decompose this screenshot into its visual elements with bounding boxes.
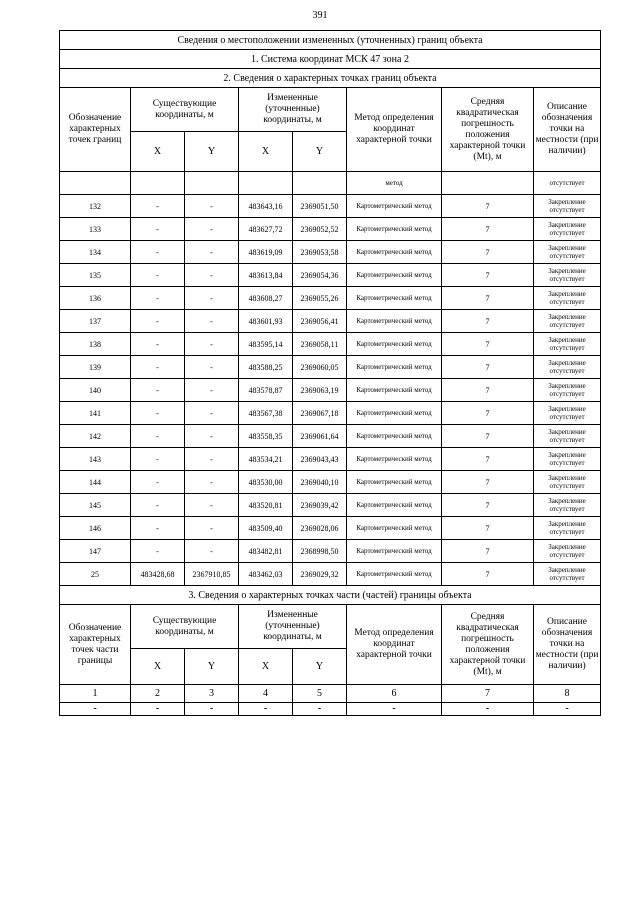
- column-number: 3: [185, 685, 239, 703]
- cell-description: Закрепление отсутствует: [534, 425, 601, 448]
- table-row: [60, 494, 601, 517]
- table-row: [60, 195, 601, 218]
- header-point-designation: Обозначение характерных точек границ: [60, 88, 131, 172]
- part-header-changed-x: X: [239, 649, 293, 685]
- cell-method: Картометрический метод: [347, 563, 442, 586]
- cell-accuracy: 7: [442, 218, 534, 241]
- cell-changed-y: 2369055,26: [293, 287, 347, 310]
- page-number: 391: [312, 10, 328, 21]
- cell-accuracy: 7: [442, 195, 534, 218]
- cell-method: Картометрический метод: [347, 310, 442, 333]
- cell-changed-x: 483520,81: [239, 494, 293, 517]
- cell-method: Картометрический метод: [347, 402, 442, 425]
- cell-method: Картометрический метод: [347, 517, 442, 540]
- part-header-point-designation: Обозначение характерных точек части границы: [60, 605, 131, 685]
- part-header-existing-y: Y: [185, 649, 239, 685]
- cell-method: Картометрический метод: [347, 195, 442, 218]
- continuation-row: [60, 172, 601, 195]
- cell-changed-y: 2369058,11: [293, 333, 347, 356]
- column-number: 1: [60, 685, 131, 703]
- cell-existing-y: -: [185, 471, 239, 494]
- cell-existing-y: -: [185, 540, 239, 563]
- part-header-changed-coordinates: Измененные (уточненные) координаты, м: [239, 605, 347, 649]
- cell-point-id: 140: [60, 379, 131, 402]
- cell-description: Закрепление отсутствует: [534, 356, 601, 379]
- cell-existing-x: 483428,68: [131, 563, 185, 586]
- cell-existing-y: -: [185, 287, 239, 310]
- cell-description: Закрепление отсутствует: [534, 540, 601, 563]
- column-number: 2: [131, 685, 185, 703]
- cell-existing-y: -: [185, 448, 239, 471]
- header-existing-y: Y: [185, 132, 239, 172]
- cell-changed-x: 483643,16: [239, 195, 293, 218]
- cell-accuracy: 7: [442, 448, 534, 471]
- table-row: [60, 425, 601, 448]
- cell-accuracy: 7: [442, 241, 534, 264]
- part-cell: -: [347, 703, 442, 716]
- cell-changed-y: 2369052,52: [293, 218, 347, 241]
- cell-existing-x: -: [131, 195, 185, 218]
- cell-changed-x: 483613,84: [239, 264, 293, 287]
- cell-existing-y: -: [185, 356, 239, 379]
- cell-existing-y: -: [185, 310, 239, 333]
- cell-changed-x: 483588,25: [239, 356, 293, 379]
- cell-changed-y: 2369040,10: [293, 471, 347, 494]
- cell-changed-y: 2369063,19: [293, 379, 347, 402]
- section3-title: 3. Сведения о характерных точках части (частей) границы объекта: [60, 586, 601, 605]
- cell-point-id: 132: [60, 195, 131, 218]
- part-header-existing-x: X: [131, 649, 185, 685]
- cell-existing-x: -: [131, 218, 185, 241]
- cell-changed-x: 483482,81: [239, 540, 293, 563]
- cell-description: Закрепление отсутствует: [534, 333, 601, 356]
- cell-existing-x: -: [131, 448, 185, 471]
- part-cell: -: [60, 703, 131, 716]
- cell-existing-x: -: [131, 517, 185, 540]
- cell-point-id: 145: [60, 494, 131, 517]
- cell-changed-x: 483627,72: [239, 218, 293, 241]
- part-cell: -: [293, 703, 347, 716]
- cell-point-id: 147: [60, 540, 131, 563]
- cell-point-id: 136: [60, 287, 131, 310]
- cell-existing-x: -: [131, 425, 185, 448]
- cell-existing-x: -: [131, 379, 185, 402]
- cell-description: Закрепление отсутствует: [534, 379, 601, 402]
- cell-accuracy: 7: [442, 356, 534, 379]
- cell-existing-y: -: [185, 195, 239, 218]
- cell-existing-y: -: [185, 333, 239, 356]
- cell-existing-y: -: [185, 517, 239, 540]
- cell-accuracy: 7: [442, 563, 534, 586]
- cell-changed-y: 2369051,50: [293, 195, 347, 218]
- part-cell: -: [239, 703, 293, 716]
- continuation-method: метод: [347, 172, 442, 195]
- part-cell: -: [131, 703, 185, 716]
- cell-description: Закрепление отсутствует: [534, 264, 601, 287]
- cell-existing-y: -: [185, 241, 239, 264]
- cell-description: Закрепление отсутствует: [534, 402, 601, 425]
- cell-point-id: 135: [60, 264, 131, 287]
- cell-point-id: 144: [60, 471, 131, 494]
- cell-point-id: 146: [60, 517, 131, 540]
- cell-changed-x: 483567,38: [239, 402, 293, 425]
- table-row: [60, 563, 601, 586]
- cell-description: Закрепление отсутствует: [534, 195, 601, 218]
- cell-method: Картометрический метод: [347, 540, 442, 563]
- cell-method: Картометрический метод: [347, 218, 442, 241]
- coordinate-system-title: 1. Система координат МСК 47 зона 2: [60, 50, 601, 69]
- cell-existing-x: -: [131, 356, 185, 379]
- part-cell: -: [185, 703, 239, 716]
- header-changed-coordinates: Измененные (уточненные) координаты, м: [239, 88, 347, 132]
- cell-point-id: 139: [60, 356, 131, 379]
- header-existing-coordinates: Существующие координаты, м: [131, 88, 239, 132]
- cell-method: Картометрический метод: [347, 356, 442, 379]
- part-cell: -: [442, 703, 534, 716]
- column-number: 7: [442, 685, 534, 703]
- cell-changed-x: 483509,40: [239, 517, 293, 540]
- column-number: 5: [293, 685, 347, 703]
- cell-description: Закрепление отсутствует: [534, 494, 601, 517]
- table-row: [60, 310, 601, 333]
- cell-point-id: 138: [60, 333, 131, 356]
- cell-description: Закрепление отсутствует: [534, 563, 601, 586]
- cell-accuracy: 7: [442, 471, 534, 494]
- cell-changed-y: 2369053,58: [293, 241, 347, 264]
- cell-method: Картометрический метод: [347, 379, 442, 402]
- cell-point-id: 142: [60, 425, 131, 448]
- cell-existing-y: -: [185, 425, 239, 448]
- cell-changed-y: 2369043,43: [293, 448, 347, 471]
- table-row: [60, 287, 601, 310]
- header-existing-x: X: [131, 132, 185, 172]
- cell-existing-y: 2367910,85: [185, 563, 239, 586]
- cell-existing-x: -: [131, 402, 185, 425]
- cell-changed-x: 483530,00: [239, 471, 293, 494]
- cell-changed-y: 2369067,18: [293, 402, 347, 425]
- cell-point-id: 143: [60, 448, 131, 471]
- cell-changed-x: 483619,09: [239, 241, 293, 264]
- cell-changed-x: 483462,03: [239, 563, 293, 586]
- cell-changed-y: 2369061,64: [293, 425, 347, 448]
- cell-description: Закрепление отсутствует: [534, 517, 601, 540]
- cell-method: Картометрический метод: [347, 333, 442, 356]
- table-row: [60, 540, 601, 563]
- table-row: [60, 471, 601, 494]
- cell-accuracy: 7: [442, 264, 534, 287]
- cell-method: Картометрический метод: [347, 287, 442, 310]
- column-number: 6: [347, 685, 442, 703]
- cell-method: Картометрический метод: [347, 425, 442, 448]
- cell-description: Закрепление отсутствует: [534, 448, 601, 471]
- cell-changed-y: 2368998,50: [293, 540, 347, 563]
- cell-point-id: 25: [60, 563, 131, 586]
- header-changed-x: X: [239, 132, 293, 172]
- cell-existing-x: -: [131, 540, 185, 563]
- cell-changed-x: 483608,27: [239, 287, 293, 310]
- cell-changed-y: 2369056,41: [293, 310, 347, 333]
- cell-accuracy: 7: [442, 310, 534, 333]
- cell-description: Закрепление отсутствует: [534, 241, 601, 264]
- cell-method: Картометрический метод: [347, 241, 442, 264]
- cell-description: Закрепление отсутствует: [534, 287, 601, 310]
- main-title: Сведения о местоположении измененных (уточненных) границ объекта: [60, 31, 601, 50]
- cell-method: Картометрический метод: [347, 494, 442, 517]
- cell-point-id: 134: [60, 241, 131, 264]
- table-row: [60, 517, 601, 540]
- cell-existing-y: -: [185, 402, 239, 425]
- cell-changed-x: 483534,21: [239, 448, 293, 471]
- cell-existing-x: -: [131, 333, 185, 356]
- cell-changed-y: 2369054,36: [293, 264, 347, 287]
- cell-method: Картометрический метод: [347, 448, 442, 471]
- column-numbers-row: [60, 685, 601, 703]
- cell-method: Картометрический метод: [347, 471, 442, 494]
- table-row: [60, 218, 601, 241]
- cell-existing-x: -: [131, 287, 185, 310]
- column-number: 4: [239, 685, 293, 703]
- cell-existing-y: -: [185, 494, 239, 517]
- cell-existing-y: -: [185, 218, 239, 241]
- part-header-accuracy: Средняя квадратическая погрешность положения характерной точки (Mt), м: [442, 605, 534, 685]
- cell-accuracy: 7: [442, 287, 534, 310]
- column-number: 8: [534, 685, 601, 703]
- table-row: [60, 333, 601, 356]
- cell-description: Закрепление отсутствует: [534, 471, 601, 494]
- cell-changed-y: 2369029,32: [293, 563, 347, 586]
- table-row: [60, 356, 601, 379]
- cell-point-id: 141: [60, 402, 131, 425]
- cell-accuracy: 7: [442, 517, 534, 540]
- boundary-points-table: [59, 30, 601, 716]
- cell-existing-x: -: [131, 310, 185, 333]
- cell-changed-y: 2369028,06: [293, 517, 347, 540]
- table-row: [60, 264, 601, 287]
- cell-changed-x: 483601,93: [239, 310, 293, 333]
- part-table-row: [60, 703, 601, 716]
- cell-method: Картометрический метод: [347, 264, 442, 287]
- table-row: [60, 448, 601, 471]
- header-description: Описание обозначения точки на местности (при наличии): [534, 88, 601, 172]
- cell-changed-y: 2369060,05: [293, 356, 347, 379]
- cell-existing-x: -: [131, 241, 185, 264]
- cell-changed-x: 483595,14: [239, 333, 293, 356]
- cell-description: Закрепление отсутствует: [534, 218, 601, 241]
- cell-accuracy: 7: [442, 402, 534, 425]
- cell-existing-x: -: [131, 494, 185, 517]
- section2-title: 2. Сведения о характерных точках границ объекта: [60, 69, 601, 88]
- header-changed-y: Y: [293, 132, 347, 172]
- cell-existing-y: -: [185, 379, 239, 402]
- cell-changed-y: 2369039,42: [293, 494, 347, 517]
- header-accuracy: Средняя квадратическая погрешность положения характерной точки (Mt), м: [442, 88, 534, 172]
- cell-point-id: 133: [60, 218, 131, 241]
- part-header-description: Описание обозначения точки на местности (при наличии): [534, 605, 601, 685]
- cell-accuracy: 7: [442, 379, 534, 402]
- cell-changed-x: 483578,87: [239, 379, 293, 402]
- cell-accuracy: 7: [442, 494, 534, 517]
- cell-existing-x: -: [131, 264, 185, 287]
- table-row: [60, 241, 601, 264]
- part-header-existing-coordinates: Существующие координаты, м: [131, 605, 239, 649]
- cell-changed-x: 483558,35: [239, 425, 293, 448]
- cell-accuracy: 7: [442, 540, 534, 563]
- cell-accuracy: 7: [442, 333, 534, 356]
- cell-existing-y: -: [185, 264, 239, 287]
- cell-existing-x: -: [131, 471, 185, 494]
- header-method: Метод определения координат характерной точки: [347, 88, 442, 172]
- cell-point-id: 137: [60, 310, 131, 333]
- table-row: [60, 379, 601, 402]
- part-cell: -: [534, 703, 601, 716]
- part-header-changed-y: Y: [293, 649, 347, 685]
- continuation-description: отсутствует: [534, 172, 601, 195]
- cell-accuracy: 7: [442, 425, 534, 448]
- cell-description: Закрепление отсутствует: [534, 310, 601, 333]
- table-row: [60, 402, 601, 425]
- part-header-method: Метод определения координат характерной точки: [347, 605, 442, 685]
